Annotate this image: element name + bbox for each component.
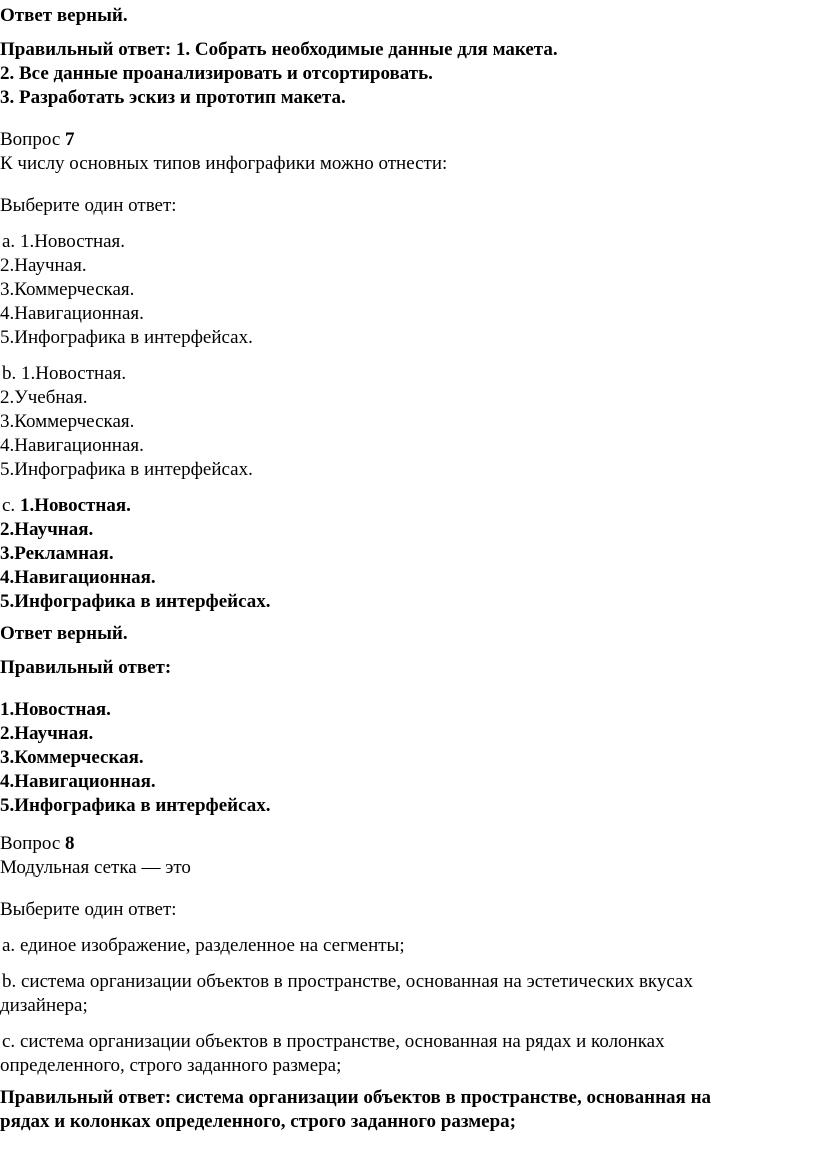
option-line: 5.Инфографика в интерфейсах.	[0, 327, 253, 348]
option-line: 4.Навигационная.	[0, 435, 144, 456]
answer-option-b[interactable]	[0, 362, 126, 386]
option-letter: c.	[2, 495, 16, 516]
option-letter: b.	[2, 363, 17, 384]
answer-option-b[interactable]	[0, 970, 693, 994]
correct-answer-line: 2. Все данные проанализировать и отсортировать.	[0, 63, 433, 84]
answer-prompt: Выберите один ответ:	[0, 899, 177, 920]
question-number: 7	[65, 129, 75, 150]
question-heading	[0, 832, 75, 856]
question-label: Вопрос	[0, 833, 61, 854]
verdict-text: Ответ верный.	[0, 623, 128, 644]
option-line: дизайнера;	[0, 995, 88, 1016]
option-line: определенного, строго заданного размера;	[0, 1055, 342, 1076]
option-line: 4.Навигационная.	[0, 567, 156, 588]
correct-answer-line: 1.Новостная.	[0, 699, 111, 720]
option-line: 5.Инфографика в интерфейсах.	[0, 591, 271, 612]
verdict-text: Ответ верный.	[0, 5, 128, 26]
answer-option-c[interactable]	[0, 494, 131, 518]
correct-answer-line: 2.Научная.	[0, 723, 94, 744]
option-line: 3.Коммерческая.	[0, 411, 135, 432]
question-text: Модульная сетка — это	[0, 857, 191, 878]
option-line: система организации объектов в пространстве, основанная на эстетических вкусах	[21, 971, 693, 992]
question-label: Вопрос	[0, 129, 61, 150]
correct-answer-line: Правильный ответ: 1. Собрать необходимые данные для макета.	[0, 39, 558, 60]
correct-answer-label: Правильный ответ:	[0, 657, 172, 678]
option-line: 5.Инфографика в интерфейсах.	[0, 459, 253, 480]
option-line: 2.Научная.	[0, 255, 87, 276]
option-line: 4.Навигационная.	[0, 303, 144, 324]
option-line: единое изображение, разделенное на сегменты;	[19, 935, 405, 956]
answer-option-a[interactable]	[0, 230, 125, 254]
answer-option-a[interactable]	[0, 934, 405, 958]
option-letter: b.	[2, 971, 17, 992]
option-line: 2.Научная.	[0, 519, 94, 540]
correct-answer-line: Правильный ответ: система организации объектов в пространстве, основанная на	[0, 1087, 712, 1108]
option-letter: c.	[2, 1031, 16, 1052]
question-number: 8	[65, 833, 75, 854]
answer-option-c[interactable]	[0, 1030, 665, 1054]
question-heading	[0, 128, 75, 152]
option-line: система организации объектов в пространстве, основанная на рядах и колонках	[19, 1031, 665, 1052]
correct-answer-line: 3. Разработать эскиз и прототип макета.	[0, 87, 346, 108]
option-line: 1.Новостная.	[19, 231, 126, 252]
correct-answer-line: рядах и колонках определенного, строго заданного размера;	[0, 1111, 516, 1132]
option-line: 1.Новостная.	[19, 495, 131, 516]
option-line: 1.Новостная.	[21, 363, 127, 384]
correct-answer-line: 5.Инфографика в интерфейсах.	[0, 795, 271, 816]
option-line: 2.Учебная.	[0, 387, 88, 408]
correct-answer-line: 4.Навигационная.	[0, 771, 156, 792]
option-letter: a.	[2, 935, 16, 956]
option-letter: a.	[2, 231, 16, 252]
question-text: К числу основных типов инфографики можно отнести:	[0, 153, 448, 174]
correct-answer-line: 3.Коммерческая.	[0, 747, 144, 768]
option-line: 3.Коммерческая.	[0, 279, 135, 300]
option-line: 3.Рекламная.	[0, 543, 114, 564]
answer-prompt: Выберите один ответ:	[0, 195, 177, 216]
